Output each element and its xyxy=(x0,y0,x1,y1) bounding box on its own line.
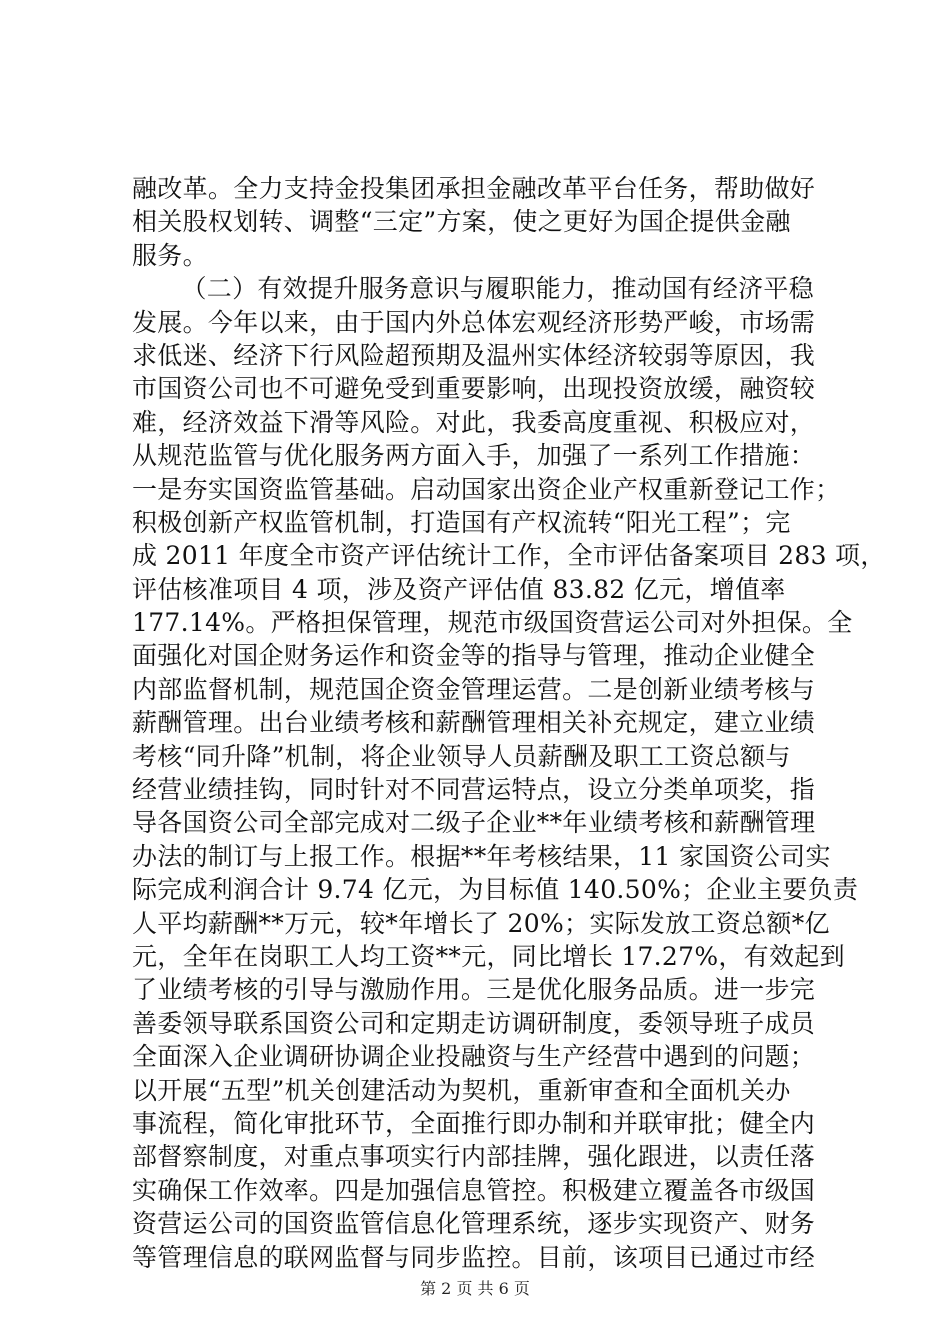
text-line: 177.14%。严格担保管理，规范市级国资营运公司对外担保。全 xyxy=(132,608,853,638)
text-line: 内部监督机制，规范国企资金管理运营。二是创新业绩考核与 xyxy=(132,674,816,704)
text-line: 从规范监管与优化服务两方面入手，加强了一系列工作措施： xyxy=(132,441,816,471)
text-line: 元，全年在岗职工人均工资**元，同比增长 17.27%，有效起到 xyxy=(132,941,845,971)
text-line: 事流程，简化审批环节，全面推行即办制和并联审批；健全内 xyxy=(132,1108,816,1138)
text-line: 部督察制度，对重点事项实行内部挂牌，强化跟进，以责任落 xyxy=(132,1142,816,1172)
text-line: 际完成利润合计 9.74 亿元，为目标值 140.50%；企业主要负责 xyxy=(132,875,859,905)
text-line: 导各国资公司全部完成对二级子企业**年业绩考核和薪酬管理 xyxy=(132,808,816,838)
text-line: 资营运公司的国资监管信息化管理系统，逐步实现资产、财务 xyxy=(132,1209,816,1239)
text-line: 实确保工作效率。四是加强信息管控。积极建立覆盖各市级国 xyxy=(132,1175,816,1205)
text-line: 经营业绩挂钩，同时针对不同营运特点，设立分类单项奖，指 xyxy=(132,775,816,805)
text-line: 一是夯实国资监管基础。启动国家出资企业产权重新登记工作； xyxy=(132,474,841,504)
text-line: 求低迷、经济下行风险超预期及温州实体经济较弱等原因，我 xyxy=(132,340,816,370)
text-line: 以开展“五型”机关创建活动为契机，重新审查和全面机关办 xyxy=(132,1075,791,1105)
page-number: 第 2 页 共 6 页 xyxy=(420,1279,530,1298)
text-line: 办法的制订与上报工作。根据**年考核结果，11 家国资公司实 xyxy=(132,841,831,871)
text-line: 成 2011 年度全市资产评估统计工作，全市评估备案项目 283 项， xyxy=(132,541,886,571)
text-line: 发展。今年以来，由于国内外总体宏观经济形势严峻，市场需 xyxy=(132,307,816,337)
text-line: 等管理信息的联网监督与同步监控。目前，该项目已通过市经 xyxy=(132,1242,816,1272)
text-line: 人平均薪酬**万元，较*年增长了 20%；实际发放工资总额*亿 xyxy=(132,908,830,938)
text-line: 考核“同升降”机制，将企业领导人员薪酬及职工工资总额与 xyxy=(132,741,791,771)
text-line: 融改革。全力支持金投集团承担金融改革平台任务，帮助做好 xyxy=(132,174,816,203)
text-line: 服务。 xyxy=(132,240,208,270)
text-line: 评估核准项目 4 项，涉及资产评估值 83.82 亿元，增值率 xyxy=(132,574,786,604)
text-line: 全面深入企业调研协调企业投融资与生产经营中遇到的问题； xyxy=(132,1042,816,1072)
text-line: 积极创新产权监管机制，打造国有产权流转“阳光工程”；完 xyxy=(132,507,791,537)
text-line: 薪酬管理。出台业绩考核和薪酬管理相关补充规定，建立业绩 xyxy=(132,708,816,738)
text-line: 善委领导联系国资公司和定期走访调研制度，委领导班子成员 xyxy=(132,1008,816,1038)
body-text xyxy=(132,172,886,1274)
text-line: 相关股权划转、调整“三定”方案，使之更好为国企提供金融 xyxy=(132,207,791,237)
text-line: 了业绩考核的引导与激励作用。三是优化服务品质。进一步完 xyxy=(132,975,816,1005)
page-footer xyxy=(0,1276,950,1299)
text-line: 难，经济效益下滑等风险。对此，我委高度重视、积极应对， xyxy=(132,407,816,437)
text-line: 面强化对国企财务运作和资金等的指导与管理，推动企业健全 xyxy=(132,641,816,671)
text-line: 市国资公司也不可避免受到重要影响，出现投资放缓，融资较 xyxy=(132,374,816,404)
text-line: （二）有效提升服务意识与履职能力，推动国有经济平稳 xyxy=(132,274,814,304)
